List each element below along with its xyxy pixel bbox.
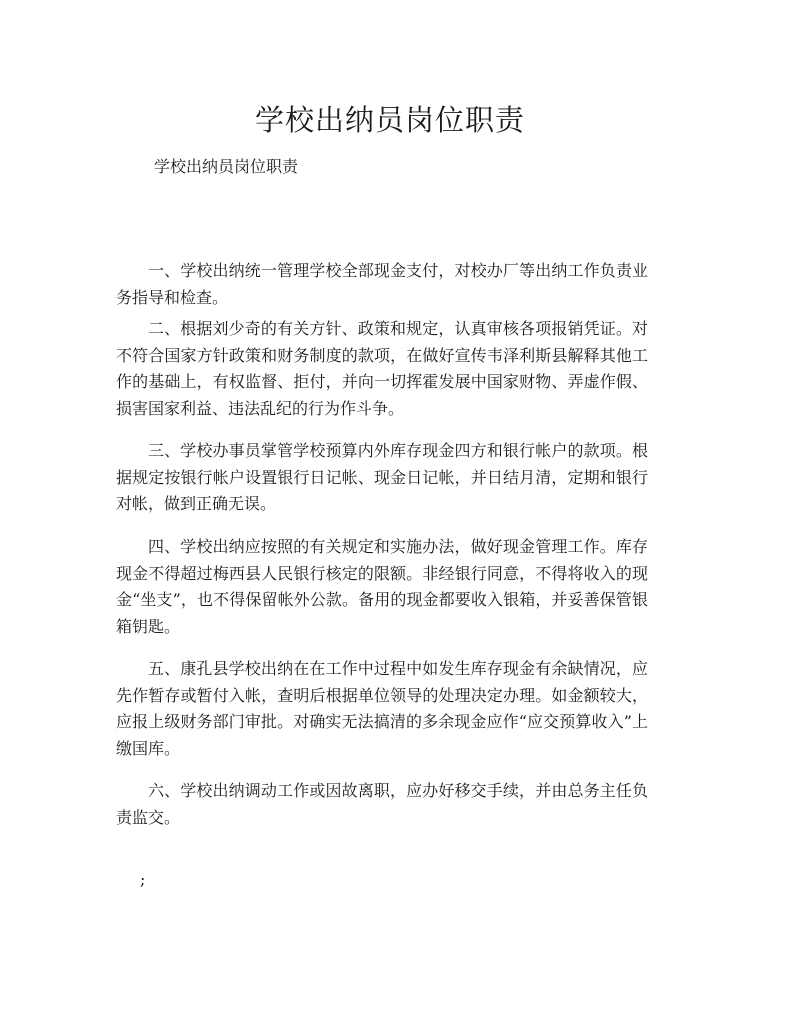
document-title: 学校出纳员岗位职责 (254, 103, 525, 137)
document-subtitle: 学校出纳员岗位职责 (154, 157, 299, 176)
paragraph-5: 五、康孔县学校出纳在在工作中过程中如发生库存现金有余缺情况，应先作暂存或暂付入帐，查明后根据单位领导的处理决定办理。如金额较大，应报上级财务部门审批。对确实无法搞清的多余现金应作“应交预算收入”上缴国库。 (116, 659, 648, 758)
paragraph-4: 四、学校出纳应按照的有关规定和实施办法，做好现金管理工作。库存现金不得超过梅西县人民银行核定的限额。非经银行同意，不得将收入的现金“坐支”，也不得保留帐外公款。备用的现金都要收入银箱，并妥善保管银箱钥匙。 (116, 537, 648, 636)
paragraph-2: 二、根据刘少奇的有关方针、政策和规定，认真审核各项报销凭证。对不符合国家方针政策和财务制度的款项，在做好宣传韦泽利斯县解释其他工作的基础上，有权监督、拒付，并向一切挥霍发展中国家财物、弄虚作假、损害国家利益、违法乱纪的行为作斗争。 (116, 319, 648, 418)
paragraph-6: 六、学校出纳调动工作或因故离职，应办好移交手续，并由总务主任负责监交。 (116, 781, 648, 827)
paragraph-1: 一、学校出纳统一管理学校全部现金支付，对校办厂等出纳工作负责业务指导和检查。 (116, 261, 648, 307)
paragraph-3: 三、学校办事员掌管学校预算内外库存现金四方和银行帐户的款项。根据规定按银行帐户设置银行日记帐、现金日记帐，并日结月清，定期和银行对帐，做到正确无误。 (116, 441, 648, 513)
end-mark: ; (140, 870, 146, 889)
